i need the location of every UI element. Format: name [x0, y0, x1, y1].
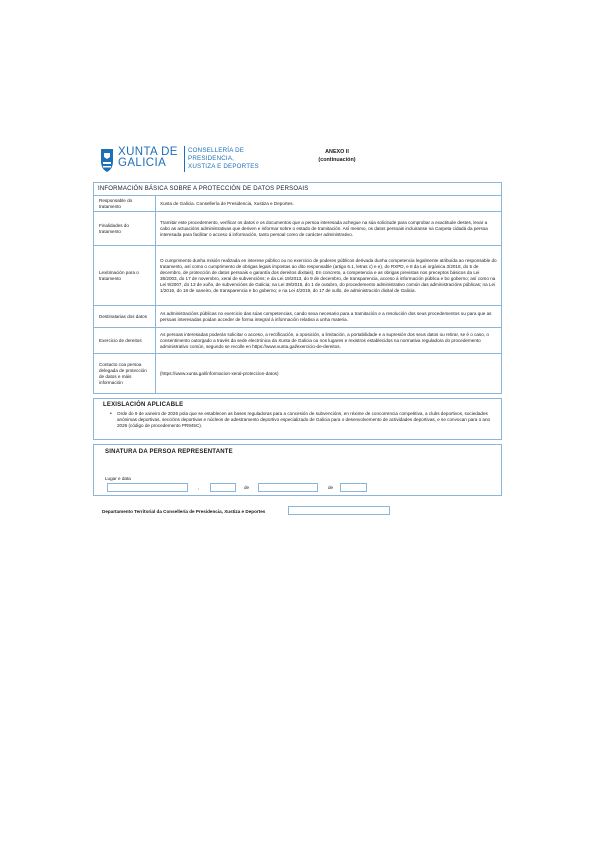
- bullet-icon: •: [110, 411, 112, 417]
- logo-line: CONSELLERÍA DE: [188, 147, 245, 154]
- xunta-logo: [100, 146, 114, 174]
- table-row: [94, 354, 501, 394]
- de-separator: de: [328, 485, 334, 490]
- document-header: [100, 146, 520, 176]
- row-value: Tramitar este procedemento, verificar os datos e os documentos que a persoa interesada achegue na súa solicitude para comprobar a exactitude destes, levar a cabo as actuacións administrativas que deriven e informar sobre o estado de tramitación. Así mesmo, os datos persoais incluiranse na Carpeta cidadá da persoa interesada para facilitar o acceso á información, tanto persoal como de carácter administrativo.: [160, 219, 488, 237]
- de-separator: de: [244, 485, 250, 490]
- table-row: [94, 212, 501, 246]
- logo-divider: [184, 146, 185, 172]
- annex-subtitle: (continuación): [318, 156, 356, 163]
- logo-text: XUNTA DE GALICIA: [118, 146, 178, 169]
- row-value: ( https://www.xunta.gal/informacion-xeral-proteccion-datos ): [160, 371, 279, 376]
- place-date-label: Lugar e data: [105, 476, 131, 481]
- row-label: Contacto coa persoa delegada de protección de datos e máis información: [94, 354, 156, 394]
- signature-title: SINATURA DA PERSOA REPRESENTANTE: [105, 449, 233, 455]
- data-protection-table: [93, 182, 502, 394]
- department-field[interactable]: [288, 506, 390, 515]
- logo-department: [188, 147, 259, 170]
- annex-title: ANEXO II: [325, 149, 349, 155]
- comma-separator: ,: [198, 485, 200, 490]
- annex-heading: [307, 149, 367, 164]
- legislation-section: [93, 398, 502, 440]
- table-row: [94, 246, 501, 306]
- row-label: Lexitimación para o tratamento: [94, 246, 156, 305]
- xunta-emblem-icon: [100, 147, 114, 173]
- table-row: [94, 306, 501, 328]
- month-field[interactable]: [258, 483, 318, 492]
- row-value: O cumprimento dunha misión realizada en interese público ou no exercicio de poderes públicos derivada dunha competencia legalmente atribuída ao responsable do tratamento, así como o cumprimento de obrigas legais impostas ao dito responsable (artigo 6.1, letras c) e e), do RXPD, e 8 da Lei orgánica 3/2018, do 5 de decembro, de protección de datos persoais e garantía dos dereitos dixitais). En concreto, a competencia e as obrigas previstas nos preceptos básicos da Lei 38/2003, do 17 de novembro, xeral de subvencións; e da Lei 19/2013, do 9 de decembro, de transparencia, acceso á información pública e bo goberno; así como na Lei 9/2007, do 13 de xuño, de subvencións de Galicia; na Lei 39/2015, do 1 de outubro, do procedemento administrativo común das administracións públicas; na Lei 1/2016, do 18 de xaneiro, de transparencia e bo goberno; e na Lei 4/2019, do 17 de xullo, de administración dixital de Galicia.: [160, 257, 497, 293]
- signature-section: [93, 444, 502, 496]
- logo-line: XUSTIZA E DEPORTES: [188, 162, 259, 170]
- logo-line: PRESIDENCIA,: [188, 154, 235, 162]
- row-label: Exercicio de dereitos: [94, 328, 156, 353]
- row-label: Destinatarias dos datos: [94, 306, 156, 327]
- row-value: As persoas interesadas poderán solicitar o acceso, a rectificación, a oposición, a limitación, a portabilidade e a supresión dos seus datos ou retirar, se é o caso, o consentimento outorgado a través da sede electrónica da Xunta de Galicia ou nos lugares e rexistros establecidos na normativa reguladora do procedemento administrativo común, segundo se recolle en https://www.xunta.gal/exercicio-de-dereitos.: [160, 331, 489, 349]
- legislation-title: LEXISLACIÓN APLICABLE: [103, 402, 184, 408]
- row-label: Finalidades do tratamento: [94, 212, 156, 245]
- day-field[interactable]: [210, 483, 236, 492]
- legislation-item: Orde do 9 de xaneiro de 2026 pola que se establecen as bases reguladoras para a concesión de subvencións, en réxime de concorrencia competitiva, a clubs deportivos, sociedades anónimas deportivas, seccións deportivas e núcleos de adestramento deportivo especializado de Galicia para o desenvolvemento de actividades deportivas, e se convocan para o ano 2026 (código de procedemento PR945C).: [117, 411, 491, 428]
- row-value: As administracións públicas no exercicio das súas competencias, cando sexa necesario para a tramitación e a resolución dos seus procedementos ou para que as persoas interesadas poidan acceder de forma integral á información relativa a unha materia.: [160, 310, 492, 322]
- table-row: [94, 196, 501, 212]
- data-protection-title: INFORMACIÓN BÁSICA SOBRE A PROTECCIÓN DE DATOS PERSOAIS: [94, 183, 501, 196]
- department-label: Departamento Territorial da Consellería de Presidencia, Xustiza e Deportes: [102, 509, 266, 514]
- row-label: Responsable do tratamento: [94, 196, 156, 211]
- place-field[interactable]: [107, 483, 188, 492]
- row-value: Xunta de Galicia. Consellería de Presidencia, Xustiza e Deportes.: [160, 200, 294, 206]
- year-field[interactable]: [340, 483, 367, 492]
- table-row: [94, 328, 501, 354]
- info-link[interactable]: https://www.xunta.gal/informacion-xeral-proteccion-datos: [161, 371, 277, 376]
